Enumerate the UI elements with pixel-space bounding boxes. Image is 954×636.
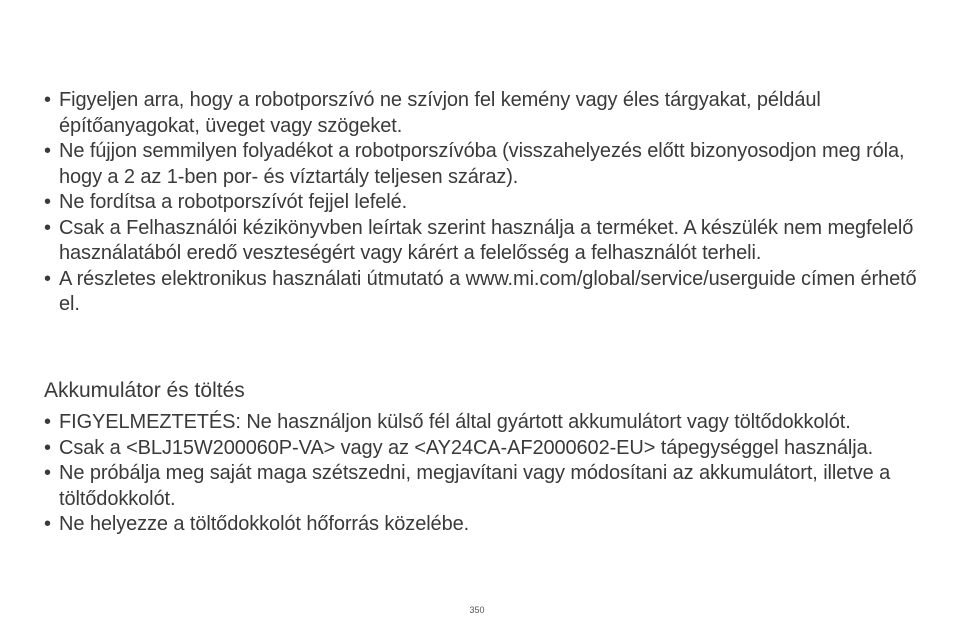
list-item-text: A részletes elektronikus használati útmutató a www.mi.com/global/service/userguide címen érhető el. (59, 267, 917, 315)
list-item-text: Ne fújjon semmilyen folyadékot a robotporszívóba (visszahelyezés előtt bizonyosodjon meg róla, hogy a 2 az 1-ben por- és víztartály teljesen száraz). (59, 140, 905, 188)
list-item (44, 512, 924, 538)
list-item (44, 436, 924, 462)
bullet: • (44, 89, 51, 111)
bullet: • (44, 513, 51, 535)
list-item-text: Csak a <BLJ15W200060P-VA> vagy az <AY24CA-AF2000602-EU> tápegységgel használja. (59, 436, 874, 459)
bullet: • (44, 216, 51, 239)
bullet: • (44, 436, 51, 459)
bullet: • (44, 140, 51, 162)
list-item-text: Ne próbálja meg saját maga szétszedni, megjavítani vagy módosítani az akkumulátort, illetve a töltődokkolót. (59, 462, 891, 510)
list-item-text: FIGYELMEZTETÉS: Ne használjon külső fél által gyártott akkumulátort vagy töltődokkolót. (59, 411, 851, 433)
bullet: • (44, 191, 51, 213)
bullet: • (44, 462, 51, 484)
list-item-text: Ne fordítsa a robotporszívót fejjel lefelé. (59, 191, 408, 213)
bullet: • (44, 267, 51, 290)
list-item (44, 410, 924, 436)
section-heading: Akkumulátor és töltés (44, 379, 245, 402)
battery-list (44, 410, 924, 538)
list-item (44, 216, 924, 267)
list-item-text: Figyeljen arra, hogy a robotporszívó ne szívjon fel kemény vagy éles tárgyakat, például építőanyagokat, üveget vagy szögeket. (59, 89, 821, 137)
list-item-text: Csak a Felhasználói kézikönyvben leírtak szerint használja a terméket. A készülék nem megfelelő használatából eredő veszteségért vagy kárért a felelősség a felhasználót terheli. (59, 216, 914, 264)
bullet: • (44, 411, 51, 433)
list-item-text: Ne helyezze a töltődokkolót hőforrás közelébe. (59, 513, 470, 535)
list-item (44, 461, 924, 512)
list-item (44, 190, 924, 216)
list-item (44, 88, 924, 139)
list-item (44, 139, 924, 190)
page-number: 350 (469, 605, 485, 615)
list-item (44, 267, 924, 318)
safety-list (44, 88, 924, 318)
